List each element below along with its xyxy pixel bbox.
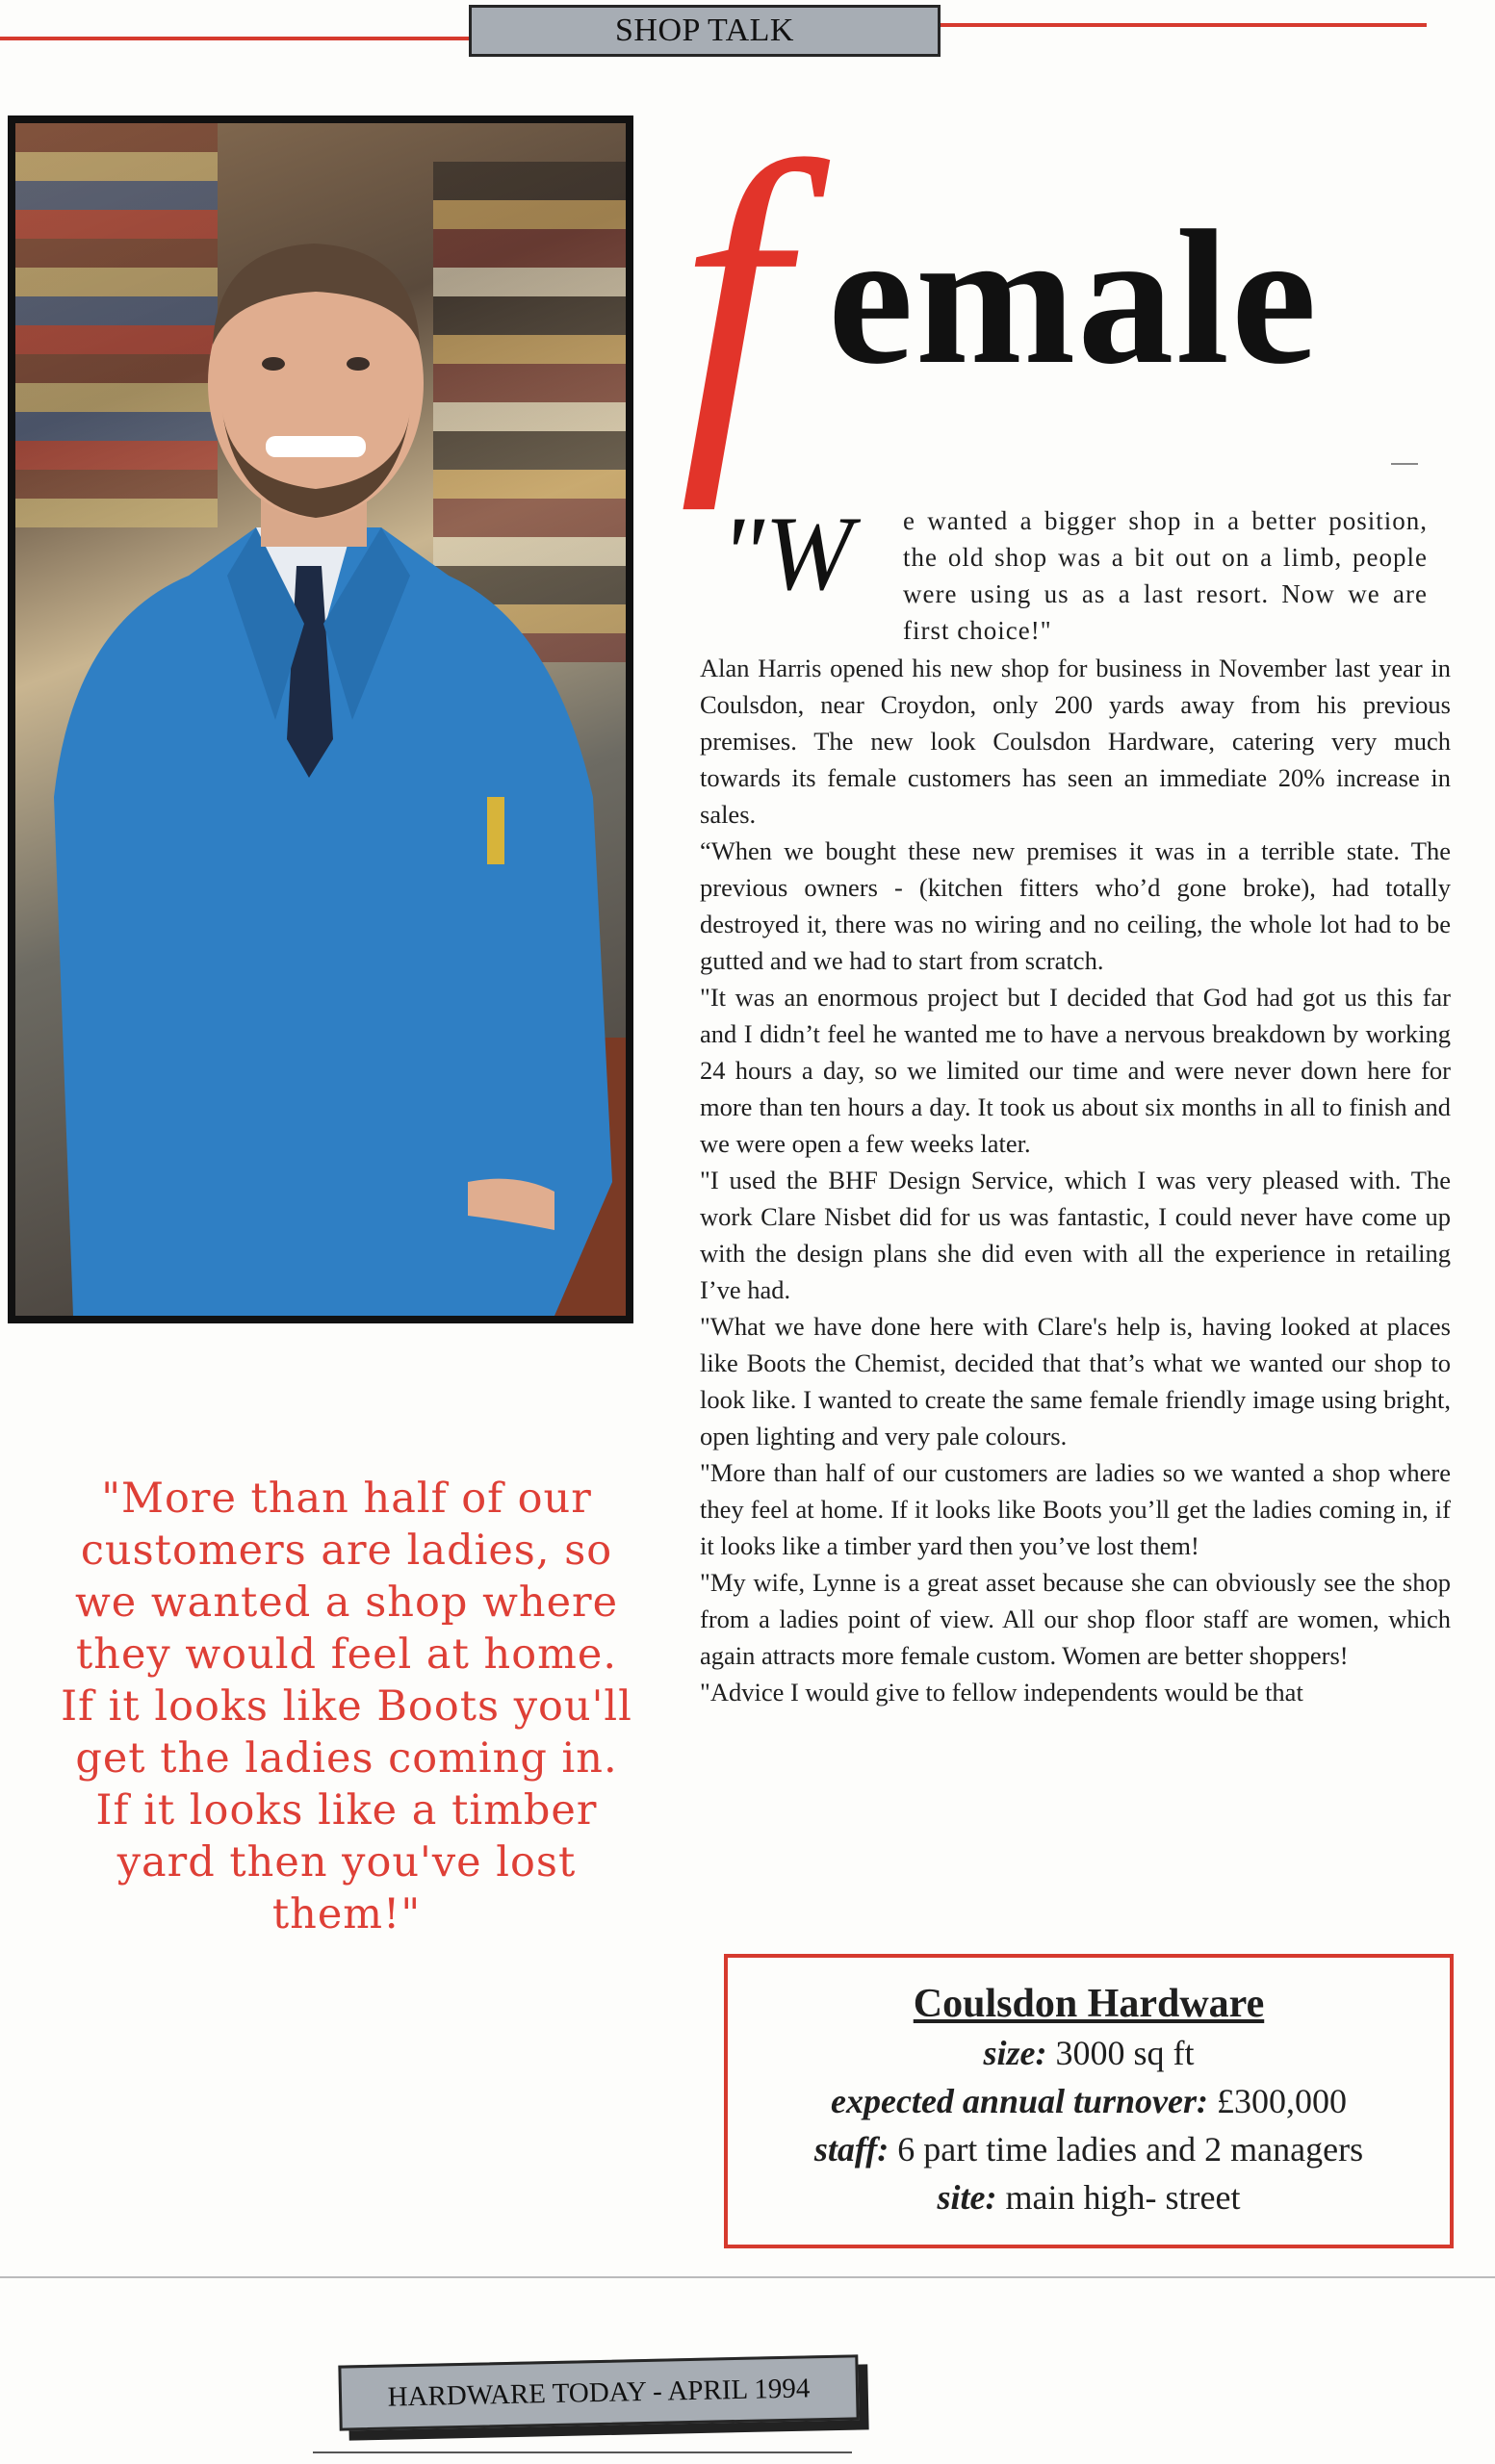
fact-row-site bbox=[728, 2173, 1450, 2221]
pull-quote: "More than half of our customers are ladies, so we wanted a shop where they would feel at home. If it looks like Boots you'll get the ladies coming in. If it looks like a timber yard then you've lost them!" bbox=[61, 1475, 632, 1938]
headline-drop-letter: f bbox=[679, 85, 786, 511]
shopkeeper-figure bbox=[15, 123, 626, 1316]
portrait-photo bbox=[8, 116, 633, 1323]
fact-value: £300,000 bbox=[1217, 2082, 1347, 2120]
fact-label: expected annual turnover: bbox=[831, 2082, 1208, 2120]
shop-background bbox=[15, 123, 626, 1316]
body-paragraph: "More than half of our customers are ladies so we wanted a shop where they feel at home. If it looks like Boots you’ll get the ladies coming in, if it looks like a timber yard then you’ve lost them! bbox=[700, 1458, 1451, 1560]
fact-box-title: Coulsdon Hardware bbox=[913, 1982, 1265, 2026]
headline-dash bbox=[1391, 463, 1418, 465]
headline-word: emale bbox=[828, 192, 1319, 404]
fact-row-size bbox=[728, 2029, 1450, 2077]
footer-rule bbox=[313, 2451, 852, 2453]
fact-row-staff bbox=[728, 2125, 1450, 2173]
fact-label: size: bbox=[983, 2034, 1047, 2072]
fact-value: main high- street bbox=[1005, 2178, 1241, 2217]
header-rule-left bbox=[0, 37, 469, 40]
header-rule-right bbox=[941, 23, 1427, 27]
body-paragraph: Alan Harris opened his new shop for business in November last year in Coulsdon, near Croydon, only 200 yards away from his previous premises. The new look Coulsdon Hardware, catering very much towards its female customers has seen an immediate 20% increase in sales. bbox=[700, 654, 1451, 829]
body-paragraph: “When we bought these new premises it was in a terrible state. The previous owners - (kitchen fitters who’d gone broke), had totally destroyed it, there was no wiring and no ceiling, the whole lot had to be gutted and we had to start from scratch. bbox=[700, 836, 1451, 975]
fact-value: 6 part time ladies and 2 managers bbox=[897, 2130, 1364, 2169]
lead-drop-cap: "W bbox=[720, 495, 853, 612]
fact-label: site: bbox=[937, 2178, 997, 2217]
body-paragraph: "It was an enormous project but I decided that God had got us this far and I didn’t feel he wanted me to have a nervous breakdown by working 24 hours a day, so we limited our time and were never down here for more than ten hours a day. It took us about six months in all to finish and we were open a few weeks later. bbox=[700, 983, 1451, 1158]
section-label: SHOP TALK bbox=[469, 5, 941, 57]
fact-value: 3000 sq ft bbox=[1055, 2034, 1195, 2072]
body-paragraph: "I used the BHF Design Service, which I was very pleased with. The work Clare Nisbet did for us was fantastic, I could never have come up with the design plans she did even with all the experience in retailing I’ve had. bbox=[700, 1166, 1451, 1304]
page-edge-line bbox=[0, 2276, 1495, 2278]
body-paragraph: "My wife, Lynne is a great asset because she can obviously see the shop from a ladies point of view. All our shop floor staff are women, which again attracts more female custom. Women are better shoppers! bbox=[700, 1568, 1451, 1670]
article-body bbox=[700, 650, 1451, 1710]
fact-label: staff: bbox=[813, 2130, 889, 2169]
body-paragraph: "Advice I would give to fellow independents would be that bbox=[700, 1678, 1303, 1707]
fact-row-turnover bbox=[728, 2077, 1450, 2125]
lead-paragraph: e wanted a bigger shop in a better position, the old shop was a bit out on a limb, people were using us as a last resort. Now we are first choice!" bbox=[903, 506, 1428, 645]
fact-box bbox=[724, 1954, 1454, 2248]
footer-label: HARDWARE TODAY - APRIL 1994 bbox=[338, 2354, 859, 2430]
body-paragraph: "What we have done here with Clare's help is, having looked at places like Boots the Chemist, decided that that’s what we wanted our shop to look like. I wanted to create the same female friendly image using bright, open lighting and very pale colours. bbox=[700, 1312, 1451, 1450]
